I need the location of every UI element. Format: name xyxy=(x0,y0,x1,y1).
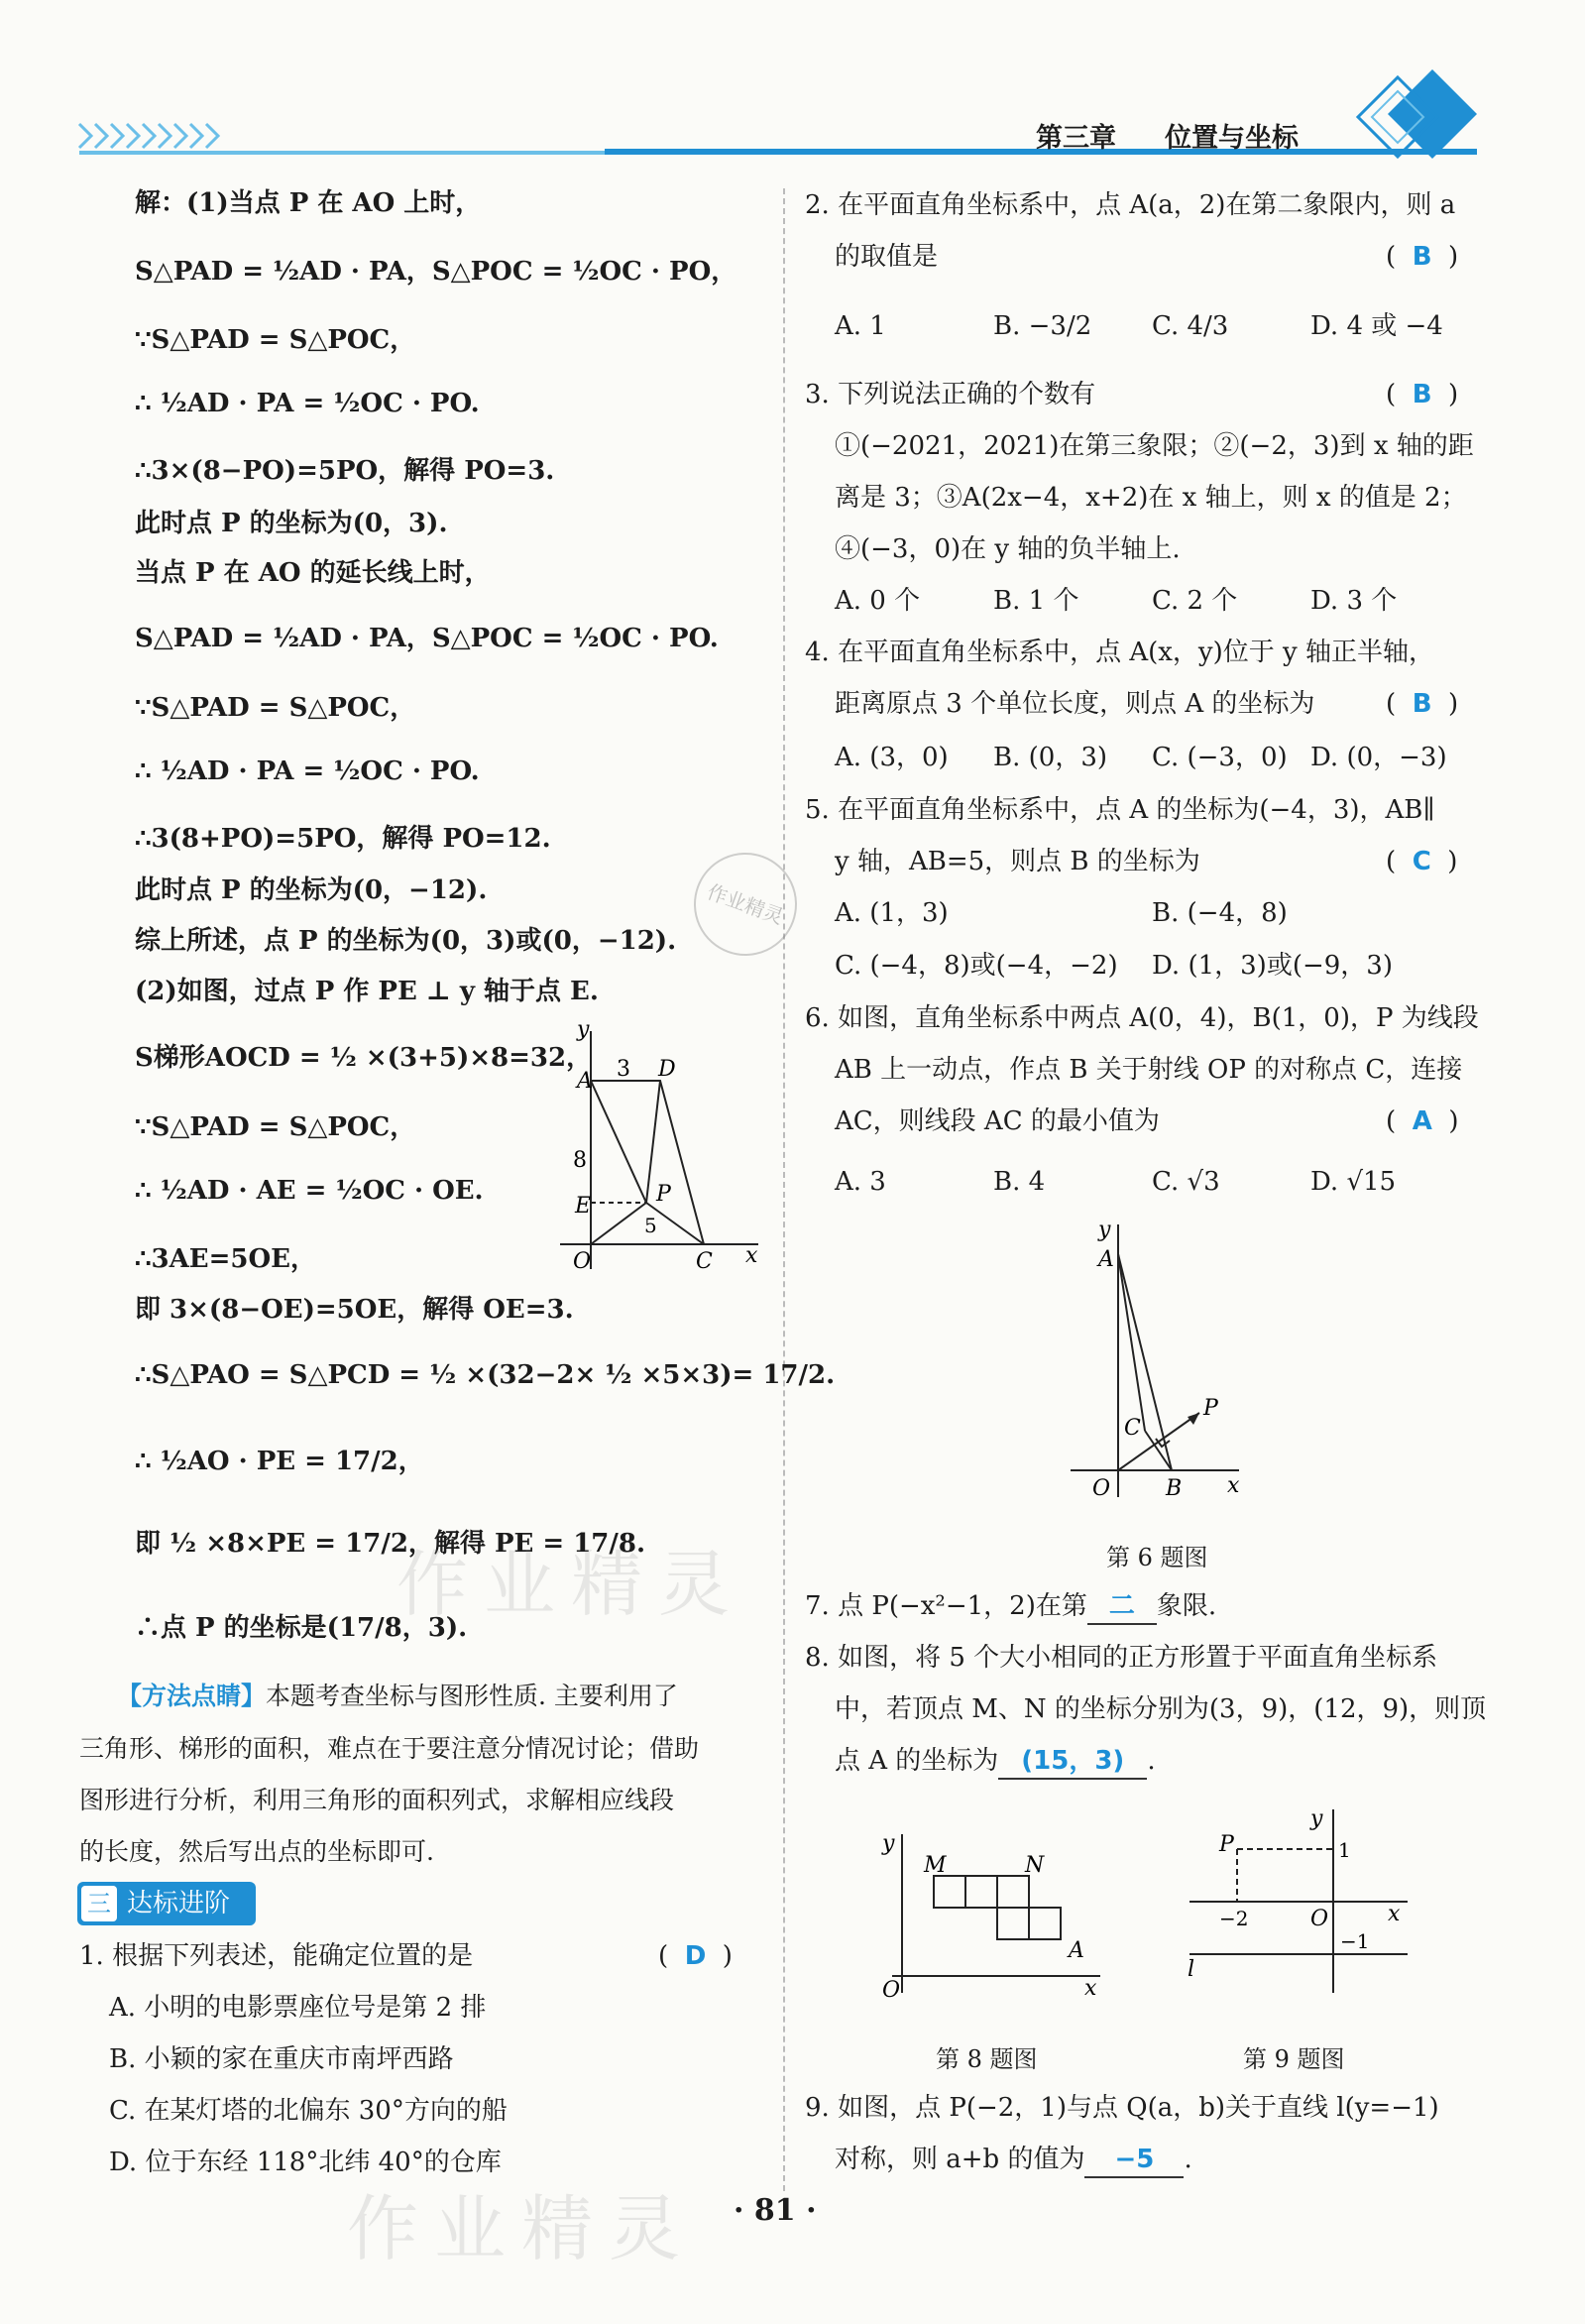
fig-label: y xyxy=(577,1017,590,1042)
solution-line: ∴ ½AO · PE = 17/2， xyxy=(135,1447,424,1476)
fig-label: P xyxy=(1219,1832,1234,1857)
option: D. 3 个 xyxy=(1310,586,1398,616)
option: C. 2 个 xyxy=(1152,586,1238,616)
question-9-cont: 对称，则 a+b 的值为 −5 . xyxy=(835,2143,1192,2178)
question-8-cont: 中，若顶点 M、N 的坐标分别为(3，9)，(12，9)，则顶 xyxy=(835,1694,1487,1724)
question-5: 5. 在平面直角坐标系中，点 A 的坐标为(−4，3)，AB∥ xyxy=(805,795,1435,825)
option: C. √3 xyxy=(1152,1167,1220,1197)
solution-line: S梯形AOCD = ½ ×(3+5)×8=32， xyxy=(135,1043,593,1073)
option: D. 位于东经 118°北纬 40°的仓库 xyxy=(109,2148,502,2177)
q6-figure xyxy=(1061,1215,1259,1502)
fig-label: −2 xyxy=(1219,1907,1249,1930)
question-1: 1. 根据下列表述，能确定位置的是 xyxy=(79,1941,474,1971)
answer-q6: A xyxy=(1412,1106,1432,1136)
solution-line: ∴3(8+PO)=5PO，解得 PO=12. xyxy=(135,824,551,854)
fig-label: P xyxy=(1203,1396,1218,1421)
solution-line: 此时点 P 的坐标为(0，−12). xyxy=(135,875,488,905)
fig-label: N xyxy=(1025,1853,1045,1878)
option: B. 4 xyxy=(993,1167,1046,1197)
solution-line: 即 ½ ×8×PE = 17/2，解得 PE = 17/8. xyxy=(135,1529,646,1559)
option: A. (1，3) xyxy=(835,898,949,928)
solution-line: ∴3×(8−PO)=5PO，解得 PO=3. xyxy=(135,456,555,486)
answer-q9: −5 xyxy=(1114,2145,1155,2174)
option: C. (−3，0) xyxy=(1152,743,1288,772)
option: B. 1 个 xyxy=(993,586,1079,616)
option: A. 小明的电影票座位号是第 2 排 xyxy=(109,1993,487,2023)
answer-q1: D xyxy=(684,1941,707,1971)
answer-q5: C xyxy=(1412,847,1431,876)
option: A. (3，0) xyxy=(835,743,949,772)
fig-label: 5 xyxy=(644,1214,657,1237)
answer-paren: ( B ) xyxy=(1386,380,1459,409)
answer-paren: ( C ) xyxy=(1386,847,1458,876)
answer-paren: ( A ) xyxy=(1386,1106,1459,1136)
method-tip-line: 图形进行分析，利用三角形的面积列式，求解相应线段 xyxy=(79,1786,675,1814)
chevron-arrows-icon xyxy=(79,124,218,148)
option: C. (−4，8)或(−4，−2) xyxy=(835,951,1118,981)
solution-line: (2)如图，过点 P 作 PE ⊥ y 轴于点 E. xyxy=(135,977,599,1006)
option: D. (0，−3) xyxy=(1310,743,1447,772)
fig-label: M xyxy=(924,1853,947,1878)
option: A. 0 个 xyxy=(835,586,921,616)
fig-label: 3 xyxy=(617,1057,630,1082)
option: A. 3 xyxy=(835,1167,886,1197)
fig-label: l xyxy=(1188,1957,1195,1982)
solution-line: 即 3×(8−OE)=5OE，解得 OE=3. xyxy=(135,1295,574,1325)
fig-label: C xyxy=(696,1249,713,1274)
question-4-cont: 距离原点 3 个单位长度，则点 A 的坐标为 xyxy=(835,689,1315,719)
solution-line: ∴ ½AD · PA = ½OC · PO. xyxy=(135,756,480,786)
q8-figure xyxy=(872,1824,1110,2003)
header-decoration xyxy=(0,0,1585,169)
option: B. −3/2 xyxy=(993,311,1092,341)
answer-q8: (15，3) xyxy=(1021,1746,1125,1776)
section-title: 达标进阶 xyxy=(127,1889,231,1918)
option: A. 1 xyxy=(835,311,886,341)
figure-caption: 第 8 题图 xyxy=(936,2045,1038,2073)
solution-line: ∵S△PAD = S△POC， xyxy=(135,325,416,355)
option: D. 4 或 −4 xyxy=(1310,311,1443,341)
option: B. (−4，8) xyxy=(1152,898,1288,928)
question-3-cont: ①(−2021，2021)在第三象限；②(−2，3)到 x 轴的距 xyxy=(835,431,1474,461)
solution-line: S△PAD = ½AD · PA，S△POC = ½OC · PO. xyxy=(135,624,719,653)
fig-label: D xyxy=(658,1057,676,1082)
solution-line: ∴S△PAO = S△PCD = ½ ×(32−2× ½ ×5×3)= 17/2. xyxy=(135,1360,836,1390)
solution-line: S△PAD = ½AD · PA，S△POC = ½OC · PO， xyxy=(135,257,737,287)
option: B. (0，3) xyxy=(993,743,1108,772)
diamond-logo-icon xyxy=(1358,69,1477,159)
question-9: 9. 如图，点 P(−2，1)与点 Q(a，b)关于直线 l(y=−1) xyxy=(805,2093,1439,2123)
answer-q7: 二 xyxy=(1108,1591,1135,1621)
solution-line: ∵S△PAD = S△POC， xyxy=(135,693,416,723)
fig-label: C xyxy=(1124,1416,1141,1441)
fig-label: x xyxy=(1227,1473,1240,1498)
fig-label: x xyxy=(1084,1976,1097,2001)
question-7: 7. 点 P(−x²−1，2)在第 二 象限. xyxy=(805,1589,1216,1625)
chapter-label: 第三章 xyxy=(1036,123,1116,154)
solution-line: ∴3AE=5OE， xyxy=(135,1244,316,1274)
solution-line: 综上所述，点 P 的坐标为(0，3)或(0，−12). xyxy=(135,926,677,956)
question-6: 6. 如图，直角坐标系中两点 A(0，4)，B(1，0)，P 为线段 xyxy=(805,1003,1479,1033)
fig-label: 1 xyxy=(1338,1838,1351,1862)
stamp-logo: 作业精灵 xyxy=(679,838,811,970)
solution-line: ∴ ½AD · PA = ½OC · PO. xyxy=(135,389,480,418)
question-2: 2. 在平面直角坐标系中，点 A(a，2)在第二象限内，则 a xyxy=(805,190,1456,220)
question-6-cont: AC，则线段 AC 的最小值为 xyxy=(835,1106,1160,1136)
fig-label: y xyxy=(1310,1806,1323,1831)
answer-paren: ( B ) xyxy=(1386,242,1459,272)
fig-label: P xyxy=(656,1182,671,1207)
question-2-cont: 的取值是 xyxy=(835,242,939,272)
fig-label: 8 xyxy=(573,1148,587,1173)
solution-title: 解：(1)当点 P 在 AO 上时， xyxy=(135,188,482,218)
method-tip-line: 三角形、梯形的面积，难点在于要注意分情况讨论；借助 xyxy=(79,1734,700,1763)
option: D. (1，3)或(−9，3) xyxy=(1152,951,1393,981)
fig-label: O xyxy=(1310,1907,1329,1931)
figure-caption: 第 9 题图 xyxy=(1243,2045,1345,2073)
section-number: 三 xyxy=(81,1886,117,1921)
answer-paren: ( D ) xyxy=(658,1941,733,1971)
fig-label: x xyxy=(745,1243,758,1268)
chapter-title: 位置与坐标 xyxy=(1165,123,1299,154)
figure-caption: 第 6 题图 xyxy=(1106,1544,1208,1571)
solution-line: ∴点 P 的坐标是(17/8，3). xyxy=(135,1613,468,1643)
fig-label: A xyxy=(1098,1247,1114,1272)
column-divider xyxy=(783,188,785,2191)
answer-q3: B xyxy=(1412,380,1432,409)
answer-paren: ( B ) xyxy=(1386,689,1459,719)
fig-label: A xyxy=(1069,1938,1084,1963)
fig-label: E xyxy=(575,1194,592,1219)
solution-line: 当点 P 在 AO 的延长线上时， xyxy=(135,558,491,588)
question-8-cont: 点 A 的坐标为 (15，3) . xyxy=(835,1744,1156,1780)
solution-line: ∵S△PAD = S△POC， xyxy=(135,1112,416,1142)
fig-label: −1 xyxy=(1340,1929,1370,1953)
question-3: 3. 下列说法正确的个数有 xyxy=(805,380,1096,409)
solution-line: 此时点 P 的坐标为(0，3). xyxy=(135,509,448,538)
question-4: 4. 在平面直角坐标系中，点 A(x，y)位于 y 轴正半轴， xyxy=(805,638,1434,667)
fig-label: O xyxy=(1092,1476,1111,1501)
page-number: · 81 · xyxy=(734,2193,817,2228)
fig-label: A xyxy=(577,1069,593,1094)
method-tip-label: 【方法点睛】 xyxy=(117,1682,267,1710)
question-6-cont: AB 上一动点，作点 B 关于射线 OP 的对称点 C，连接 xyxy=(835,1055,1463,1085)
solution-line: ∴ ½AD · AE = ½OC · OE. xyxy=(135,1176,484,1206)
question-5-cont: y 轴，AB=5，则点 B 的坐标为 xyxy=(835,847,1200,876)
option: B. 小颖的家在重庆市南坪西路 xyxy=(109,2044,454,2074)
watermark: 作业精灵 xyxy=(396,1543,746,1626)
q9-figure xyxy=(1180,1800,1417,1998)
section-badge xyxy=(77,1882,256,1925)
fig-label: y xyxy=(1098,1218,1111,1242)
answer-q4: B xyxy=(1412,689,1432,719)
trapezoid-figure xyxy=(555,1016,773,1284)
fig-label: y xyxy=(882,1831,895,1856)
method-tip-line: 【方法点睛】本题考查坐标与图形性质. 主要利用了 xyxy=(117,1682,678,1710)
question-3-cont: 离是 3；③A(2x−4，x+2)在 x 轴上，则 x 的值是 2； xyxy=(835,483,1467,513)
option: D. √15 xyxy=(1310,1167,1397,1197)
fig-label: O xyxy=(573,1249,592,1274)
watermark: 作业精灵 xyxy=(347,2187,697,2270)
fig-label: O xyxy=(882,1978,901,2003)
fig-label: x xyxy=(1388,1902,1401,1926)
option: C. 4/3 xyxy=(1152,311,1229,341)
fig-label: B xyxy=(1166,1476,1183,1501)
question-3-cont: ④(−3，0)在 y 轴的负半轴上. xyxy=(835,534,1181,564)
method-tip-line: 的长度，然后写出点的坐标即可. xyxy=(79,1837,434,1866)
option: C. 在某灯塔的北偏东 30°方向的船 xyxy=(109,2096,508,2126)
question-8: 8. 如图，将 5 个大小相同的正方形置于平面直角坐标系 xyxy=(805,1643,1438,1673)
answer-q2: B xyxy=(1412,242,1432,272)
